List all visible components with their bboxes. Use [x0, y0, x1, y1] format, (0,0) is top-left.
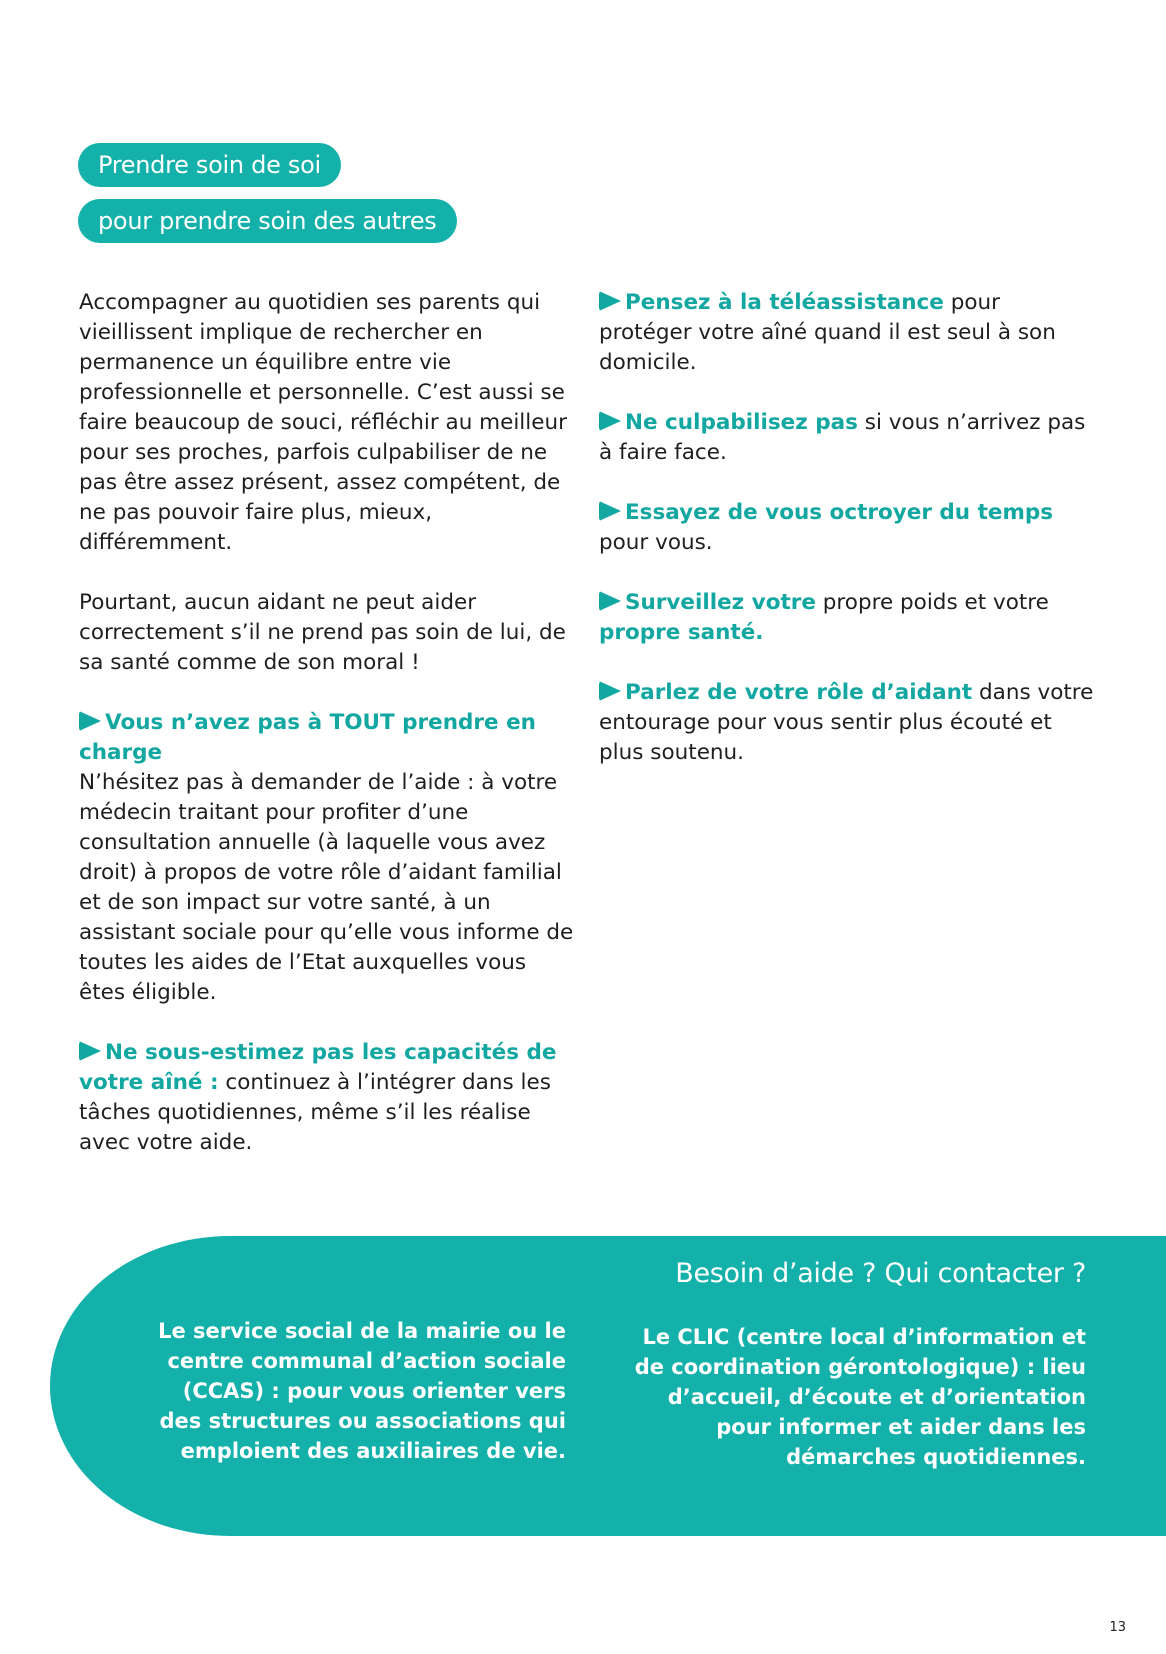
section-title-line1: Prendre soin de soi — [78, 143, 341, 187]
contact-box — [50, 1236, 1166, 1536]
page-number: 13 — [1109, 1620, 1126, 1635]
tip-title: Surveillez votre — [625, 590, 816, 615]
play-icon — [599, 501, 621, 521]
tip-text: dans votre entourage pour vous sentir plus écouté et plus soutenu. — [599, 680, 1094, 765]
intro-paragraph: Accompagner au quotidien ses parents qui vieillissent implique de rechercher en permanence un équilibre entre vie professionnelle et personnelle. C’est aussi se faire beaucoup de souci, réfléchir au meilleur pour ses proches, parfois culpabiliser de ne pas être assez présent, assez compétent, de ne pas pouvoir faire plus, mieux, différemment. — [79, 290, 567, 555]
tip-text: propre poids et votre — [815, 590, 1049, 615]
contact-ccas: Le service social de la mairie ou le centre communal d’action sociale (CCAS) : pour vous orienter vers des structures ou associations qui emploient des auxiliaires de vie. — [158, 1319, 566, 1463]
tip-title: Parlez de votre rôle d’aidant — [625, 680, 973, 705]
right-column — [599, 288, 1099, 768]
tip-no-guilt — [599, 408, 1099, 468]
tip-talk — [599, 678, 1099, 768]
play-icon — [79, 711, 101, 731]
contact-title: Besoin d’aide ? Qui contacter ? — [675, 1258, 1086, 1289]
tip-text: pour vous. — [599, 530, 713, 555]
play-icon — [599, 681, 621, 701]
contact-clic: Le CLIC (centre local d’information et de coordination gérontologique) : lieu d’accueil, d’écoute et d’orientation pour informer et aider dans les démarches quotidiennes. — [634, 1325, 1086, 1469]
play-icon — [599, 591, 621, 611]
tip-title-2: propre santé. — [599, 620, 764, 645]
reassurance-paragraph: Pourtant, aucun aidant ne peut aider correctement s’il ne prend pas soin de lui, de sa santé comme de son moral ! — [79, 590, 566, 675]
tip-title: Ne sous-estimez pas les capacités de votre aîné : — [79, 1040, 557, 1095]
play-icon — [599, 291, 621, 311]
tip-health — [599, 588, 1099, 648]
tip-all-in-charge — [79, 708, 579, 1008]
play-icon — [79, 1041, 101, 1061]
tip-text: N’hésitez pas à demander de l’aide : à votre médecin traitant pour profiter d’une consultation annuelle (à laquelle vous avez droit) à propos de votre rôle d’aidant familial et de son impact sur votre santé, à un assistant sociale pour qu’elle vous informe de toutes les aides de l’Etat auxquelles vous êtes éligible. — [79, 770, 574, 1005]
tip-title: Essayez de vous octroyer du temps — [625, 500, 1054, 525]
tip-title: Ne culpabilisez pas — [625, 410, 858, 435]
left-column — [79, 288, 579, 1158]
tip-time — [599, 498, 1099, 558]
tip-text: continuez à l’intégrer dans les tâches quotidiennes, même s’il les réalise avec votre aide. — [79, 1070, 551, 1155]
play-icon — [599, 411, 621, 431]
section-title-line2: pour prendre soin des autres — [78, 199, 457, 243]
tip-title: Vous n’avez pas à TOUT prendre en charge — [79, 710, 536, 765]
tip-text: pour protéger votre aîné quand il est seul à son domicile. — [599, 290, 1056, 375]
tip-title: Pensez à la téléassistance — [625, 290, 944, 315]
tip-text: si vous n’arrivez pas à faire face. — [599, 410, 1086, 465]
tip-underestimate — [79, 1038, 579, 1158]
tip-teleassistance — [599, 288, 1099, 378]
